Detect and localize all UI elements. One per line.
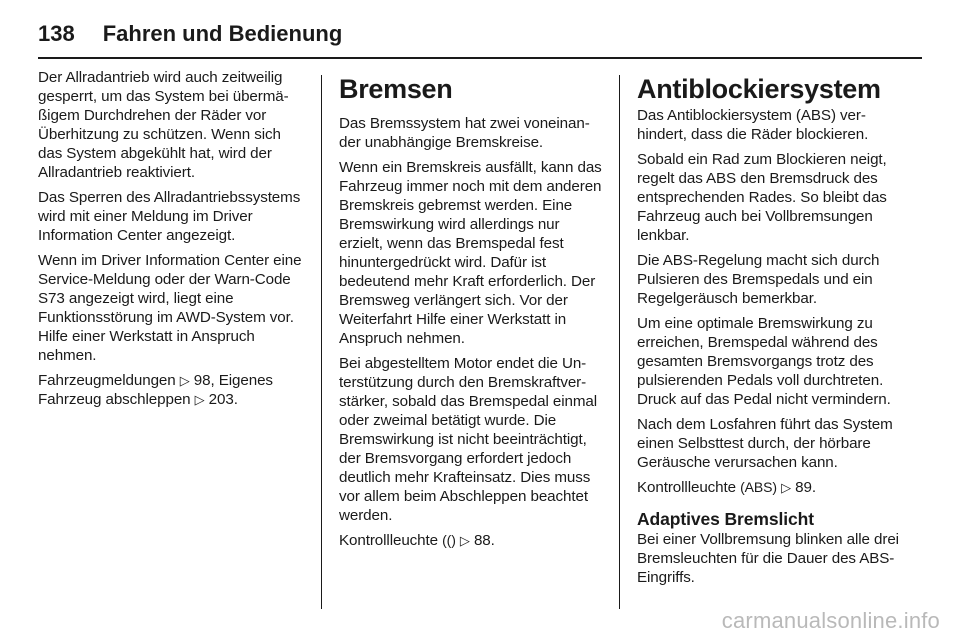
paragraph-references (38, 371, 308, 409)
section-heading-bremsen: Bremsen (339, 74, 453, 104)
paragraph: Bei abgestelltem Motor endet die Unterstützung durch den Bremskraftverstärker, sobald das Bremspedal einmal oder zweimal betätigt wurde. Die Bremswirkung ist nicht beeinträchtigt, der Bremsvorgang erfordert jedoch deutlich mehr Krafteinsatz. Dies muss vor allem beim Abschleppen beachtet werden. (339, 355, 597, 524)
reference-arrow-icon: ▷ (194, 392, 205, 407)
reference-arrow-icon: ▷ (459, 533, 470, 548)
text: . (233, 391, 238, 408)
page-number: 138 (38, 21, 75, 46)
page-reference[interactable]: 98 (193, 372, 211, 389)
page-reference[interactable]: 203 (208, 391, 234, 408)
brake-warning-icon: (() (442, 532, 456, 548)
paragraph: Nach dem Losfahren führt das System einen Selbsttest durch, der hörbare Geräusche verursachen kann. (637, 416, 893, 471)
paragraph: Sobald ein Rad zum Blockieren neigt, regelt das ABS den Bremsdruck des entsprechenden Rades. So bleibt das Fahrzeug auch bei Vollbremsungen lenkbar. (637, 151, 887, 244)
chapter-title: Fahren und Bedienung (102, 21, 343, 46)
column-1 (38, 68, 308, 415)
subheading-adaptive-brake-light: Adaptives Bremslicht (637, 509, 814, 529)
text: , Eigenes Fahrzeug abschleppen (38, 372, 273, 408)
paragraph: Wenn ein Bremskreis ausfällt, kann das Fahrzeug immer noch mit dem anderen Bremskreis gebremst werden. Eine Bremswirkung wird allerdings nur erzielt, wenn das Bremspedal fest hinuntergedrückt wird. Dafür ist bedeutend mehr Kraft erforderlich. Der Bremsweg verlängert sich. Vor der Weiterfahrt Hilfe einer Werkstatt in Anspruch nehmen. (339, 159, 602, 347)
column-2 (339, 68, 605, 556)
link-text[interactable]: Fahrzeugmeldungen (38, 372, 176, 389)
paragraph: Bei einer Vollbremsung blinken alle drei Bremsleuchten für die Dauer des ABS-Eingriffs. (637, 531, 899, 586)
reference-arrow-icon: ▷ (781, 480, 791, 495)
page-header (38, 14, 922, 54)
text: . (811, 479, 816, 496)
column-divider-2 (619, 75, 620, 609)
watermark: carmanualsonline.info (721, 608, 940, 633)
paragraph: Der Allradantrieb wird auch zeitweilig gesperrt, um das System bei übermäßigem Durchdrehen der Räder vor Überhitzung zu schützen. Wenn sich das System abgekühlt hat, wird der Allradantrieb reaktiviert. (38, 69, 289, 181)
text: Kontrollleuchte (637, 479, 736, 496)
header-rule (38, 57, 922, 59)
paragraph: Die ABS-Regelung macht sich durch Pulsieren des Bremspedals und ein Regelgeräusch bemerkbar. (637, 252, 880, 307)
page-reference[interactable]: 88 (473, 532, 491, 549)
column-3 (637, 68, 905, 593)
text: . (490, 532, 495, 549)
paragraph: Das Sperren des Allradantriebssystems wird mit einer Meldung im Driver Information Center angezeigt. (38, 189, 301, 244)
paragraph-indicator (637, 478, 905, 497)
column-divider-1 (321, 75, 322, 609)
section-heading-abs: Antiblockiersystem (637, 74, 881, 104)
paragraph-indicator (339, 531, 605, 550)
text: Kontrollleuchte (339, 532, 438, 549)
paragraph: Wenn im Driver Information Center eine Service-Meldung oder der Warn-Code S73 angezeigt wird, liegt eine Funktionsstörung im AWD-System vor. Hilfe einer Werkstatt in Anspruch nehmen. (38, 252, 302, 364)
page-reference[interactable]: 89 (795, 479, 812, 496)
abs-warning-icon: (ABS) (740, 479, 777, 495)
reference-arrow-icon: ▷ (179, 373, 190, 388)
paragraph: Das Bremssystem hat zwei voneinander unabhängige Bremskreise. (339, 115, 590, 151)
paragraph: Das Antiblockiersystem (ABS) verhindert, dass die Räder blockieren. (637, 107, 869, 143)
paragraph: Um eine optimale Bremswirkung zu erreichen, Bremspedal während des gesamten Bremsvorgangs trotz des pulsierenden Pedals voll durchtreten. Druck auf das Pedal nicht vermindern. (637, 315, 891, 408)
